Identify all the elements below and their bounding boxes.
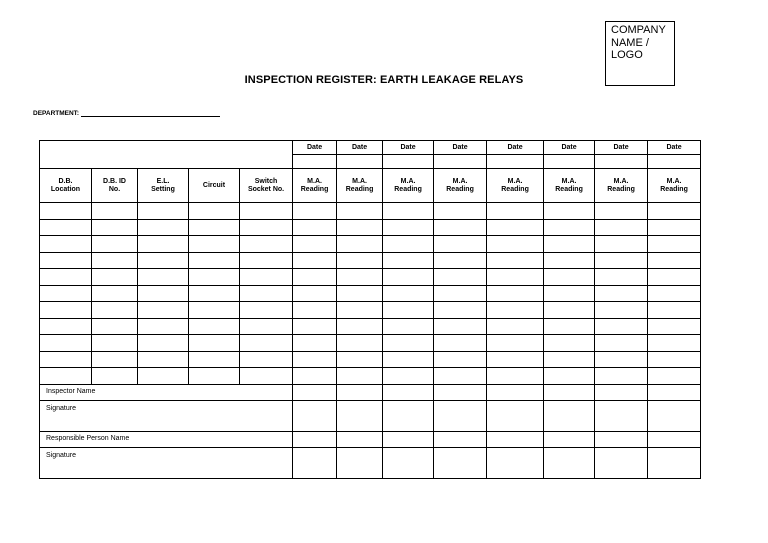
entry-cell[interactable] bbox=[40, 269, 92, 286]
entry-cell[interactable] bbox=[544, 203, 595, 220]
entry-cell[interactable] bbox=[40, 236, 92, 253]
responsible-signature-cell[interactable] bbox=[337, 447, 383, 478]
inspector-signature-cell[interactable] bbox=[293, 400, 337, 431]
date-header-6: Date bbox=[544, 141, 595, 155]
responsible-signature-row bbox=[40, 447, 701, 478]
inspector-signature-cell[interactable] bbox=[595, 400, 648, 431]
entry-cell[interactable] bbox=[40, 219, 92, 236]
entry-cell[interactable] bbox=[189, 269, 240, 286]
entry-cell[interactable] bbox=[293, 219, 337, 236]
entry-cell[interactable] bbox=[434, 219, 487, 236]
entry-cell[interactable] bbox=[487, 302, 544, 319]
header-text: M.A. bbox=[507, 177, 523, 185]
inspector-signature-label: Signature bbox=[40, 400, 293, 431]
entry-cell[interactable] bbox=[92, 302, 138, 319]
table-row bbox=[40, 318, 701, 335]
entry-cell[interactable] bbox=[138, 236, 189, 253]
inspector-name-label: Inspector Name bbox=[40, 384, 293, 400]
entry-cell[interactable] bbox=[595, 269, 648, 286]
inspector-signature-cell[interactable] bbox=[337, 400, 383, 431]
entry-cell[interactable] bbox=[648, 318, 701, 335]
entry-cell[interactable] bbox=[189, 368, 240, 385]
date-header-3: Date bbox=[383, 141, 434, 155]
entry-cell[interactable] bbox=[240, 368, 293, 385]
entry-cell[interactable] bbox=[383, 335, 434, 352]
entry-cell[interactable] bbox=[383, 368, 434, 385]
entry-cell[interactable] bbox=[383, 252, 434, 269]
entry-cell[interactable] bbox=[138, 285, 189, 302]
entry-cell[interactable] bbox=[293, 318, 337, 335]
entry-cell[interactable] bbox=[40, 335, 92, 352]
entry-cell[interactable] bbox=[648, 351, 701, 368]
entry-cell[interactable] bbox=[240, 203, 293, 220]
entry-cell[interactable] bbox=[293, 351, 337, 368]
ma-reading-header-4 bbox=[434, 169, 487, 203]
entry-cell[interactable] bbox=[487, 285, 544, 302]
entry-cell[interactable] bbox=[337, 318, 383, 335]
entry-cell[interactable] bbox=[138, 203, 189, 220]
date-header-7: Date bbox=[595, 141, 648, 155]
entry-cell[interactable] bbox=[40, 285, 92, 302]
entry-cell[interactable] bbox=[337, 368, 383, 385]
header-text: M.A. bbox=[613, 177, 629, 185]
entry-cell[interactable] bbox=[383, 236, 434, 253]
entry-cell[interactable] bbox=[544, 269, 595, 286]
entry-cell[interactable] bbox=[595, 302, 648, 319]
entry-cell[interactable] bbox=[337, 302, 383, 319]
inspection-register-table bbox=[39, 140, 701, 479]
entry-cell[interactable] bbox=[648, 236, 701, 253]
entry-cell[interactable] bbox=[337, 219, 383, 236]
entry-cell[interactable] bbox=[40, 318, 92, 335]
header-text: M.A. bbox=[561, 177, 577, 185]
entry-cell[interactable] bbox=[648, 219, 701, 236]
entry-cell[interactable] bbox=[487, 236, 544, 253]
entry-cell[interactable] bbox=[544, 252, 595, 269]
page-title: INSPECTION REGISTER: EARTH LEAKAGE RELAYS bbox=[244, 74, 524, 86]
table-row bbox=[40, 368, 701, 385]
inspector-signature-row bbox=[40, 400, 701, 431]
date-entry-cell-3[interactable] bbox=[383, 155, 434, 169]
responsible-signature-label: Signature bbox=[40, 447, 293, 478]
date-header-4: Date bbox=[434, 141, 487, 155]
table-row bbox=[40, 302, 701, 319]
db-location-header bbox=[40, 169, 92, 203]
entry-cell[interactable] bbox=[240, 236, 293, 253]
header-text: Reading bbox=[555, 185, 583, 193]
entry-cell[interactable] bbox=[293, 236, 337, 253]
entry-cell[interactable] bbox=[337, 285, 383, 302]
responsible-signature-cell[interactable] bbox=[648, 447, 701, 478]
header-blank-cell bbox=[40, 141, 293, 169]
entry-cell[interactable] bbox=[544, 335, 595, 352]
entry-cell[interactable] bbox=[92, 335, 138, 352]
header-text: M.A. bbox=[666, 177, 682, 185]
entry-cell[interactable] bbox=[92, 252, 138, 269]
entry-cell[interactable] bbox=[92, 203, 138, 220]
responsible-signature-cell[interactable] bbox=[434, 447, 487, 478]
entry-cell[interactable] bbox=[138, 368, 189, 385]
entry-cell[interactable] bbox=[544, 285, 595, 302]
entry-cell[interactable] bbox=[189, 252, 240, 269]
ma-reading-header-8 bbox=[648, 169, 701, 203]
el-setting-header bbox=[138, 169, 189, 203]
date-entry-cell-5[interactable] bbox=[487, 155, 544, 169]
department-field bbox=[33, 110, 220, 117]
table-row bbox=[40, 236, 701, 253]
entry-cell[interactable] bbox=[240, 252, 293, 269]
entry-cell[interactable] bbox=[337, 236, 383, 253]
entry-cell[interactable] bbox=[383, 285, 434, 302]
entry-cell[interactable] bbox=[434, 252, 487, 269]
entry-cell[interactable] bbox=[595, 203, 648, 220]
inspector-name-cell[interactable] bbox=[434, 384, 487, 400]
entry-cell[interactable] bbox=[383, 318, 434, 335]
entry-cell[interactable] bbox=[40, 368, 92, 385]
entry-cell[interactable] bbox=[595, 368, 648, 385]
header-text: Reading bbox=[607, 185, 635, 193]
inspector-signature-cell[interactable] bbox=[648, 400, 701, 431]
entry-cell[interactable] bbox=[383, 219, 434, 236]
header-text: Reading bbox=[300, 185, 329, 193]
circuit-header bbox=[189, 169, 240, 203]
entry-cell[interactable] bbox=[487, 203, 544, 220]
db-id-header bbox=[92, 169, 138, 203]
inspector-name-cell[interactable] bbox=[544, 384, 595, 400]
inspector-name-row bbox=[40, 384, 701, 400]
ma-reading-header-6 bbox=[544, 169, 595, 203]
entry-cell[interactable] bbox=[293, 252, 337, 269]
entry-cell[interactable] bbox=[544, 318, 595, 335]
entry-cell[interactable] bbox=[595, 236, 648, 253]
responsible-person-name-cell[interactable] bbox=[648, 431, 701, 447]
switch-socket-header bbox=[240, 169, 293, 203]
entry-cell[interactable] bbox=[544, 351, 595, 368]
entry-cell[interactable] bbox=[189, 302, 240, 319]
inspector-name-cell[interactable] bbox=[383, 384, 434, 400]
table-row bbox=[40, 335, 701, 352]
table-row bbox=[40, 203, 701, 220]
entry-cell[interactable] bbox=[138, 219, 189, 236]
entry-cell[interactable] bbox=[487, 368, 544, 385]
entry-cell[interactable] bbox=[92, 236, 138, 253]
entry-cell[interactable] bbox=[434, 269, 487, 286]
date-label-row bbox=[40, 141, 701, 155]
entry-cell[interactable] bbox=[487, 335, 544, 352]
entry-cell[interactable] bbox=[434, 236, 487, 253]
entry-cell[interactable] bbox=[434, 203, 487, 220]
entry-cell[interactable] bbox=[595, 285, 648, 302]
entry-cell[interactable] bbox=[138, 335, 189, 352]
ma-reading-header-5 bbox=[487, 169, 544, 203]
entry-cell[interactable] bbox=[240, 335, 293, 352]
inspector-name-cell[interactable] bbox=[487, 384, 544, 400]
header-text: E.L. bbox=[156, 177, 170, 185]
responsible-person-name-cell[interactable] bbox=[383, 431, 434, 447]
entry-cell[interactable] bbox=[189, 203, 240, 220]
logo-line-1: COMPANY bbox=[611, 24, 666, 36]
entry-cell[interactable] bbox=[189, 335, 240, 352]
entry-cell[interactable] bbox=[92, 318, 138, 335]
entry-cell[interactable] bbox=[648, 252, 701, 269]
entry-cell[interactable] bbox=[648, 269, 701, 286]
department-label: DEPARTMENT: bbox=[33, 110, 80, 117]
entry-cell[interactable] bbox=[40, 351, 92, 368]
entry-cell[interactable] bbox=[648, 368, 701, 385]
ma-reading-header-3 bbox=[383, 169, 434, 203]
entry-cell[interactable] bbox=[544, 219, 595, 236]
entry-cell[interactable] bbox=[189, 236, 240, 253]
header-text: Reading bbox=[345, 185, 374, 193]
responsible-person-name-row bbox=[40, 431, 701, 447]
date-entry-cell-4[interactable] bbox=[434, 155, 487, 169]
entry-cell[interactable] bbox=[648, 302, 701, 319]
entry-cell[interactable] bbox=[487, 219, 544, 236]
entry-cell[interactable] bbox=[383, 269, 434, 286]
header-text: M.A. bbox=[452, 177, 468, 185]
entry-cell[interactable] bbox=[648, 335, 701, 352]
entry-cell[interactable] bbox=[138, 252, 189, 269]
table-row bbox=[40, 351, 701, 368]
date-header-2: Date bbox=[337, 141, 383, 155]
entry-cell[interactable] bbox=[293, 302, 337, 319]
header-text: M.A. bbox=[307, 177, 322, 185]
entry-cell[interactable] bbox=[487, 252, 544, 269]
inspector-signature-cell[interactable] bbox=[487, 400, 544, 431]
header-text: Reading bbox=[501, 185, 529, 193]
entry-cell[interactable] bbox=[595, 335, 648, 352]
responsible-signature-cell[interactable] bbox=[595, 447, 648, 478]
entry-cell[interactable] bbox=[138, 302, 189, 319]
entry-cell[interactable] bbox=[92, 269, 138, 286]
entry-cell[interactable] bbox=[40, 252, 92, 269]
date-entry-cell-6[interactable] bbox=[544, 155, 595, 169]
entry-cell[interactable] bbox=[595, 351, 648, 368]
header-text: Reading bbox=[660, 185, 688, 193]
entry-cell[interactable] bbox=[337, 203, 383, 220]
responsible-person-name-cell[interactable] bbox=[434, 431, 487, 447]
entry-cell[interactable] bbox=[434, 318, 487, 335]
inspector-name-cell[interactable] bbox=[337, 384, 383, 400]
entry-cell[interactable] bbox=[595, 219, 648, 236]
entry-cell[interactable] bbox=[383, 302, 434, 319]
ma-reading-header-1 bbox=[293, 169, 337, 203]
responsible-signature-cell[interactable] bbox=[544, 447, 595, 478]
inspector-name-cell[interactable] bbox=[648, 384, 701, 400]
entry-cell[interactable] bbox=[138, 269, 189, 286]
entry-cell[interactable] bbox=[240, 285, 293, 302]
header-text: Socket No. bbox=[247, 185, 285, 193]
entry-cell[interactable] bbox=[240, 302, 293, 319]
responsible-person-name-cell[interactable] bbox=[595, 431, 648, 447]
entry-cell[interactable] bbox=[189, 318, 240, 335]
entry-cell[interactable] bbox=[434, 335, 487, 352]
responsible-person-name-label: Responsible Person Name bbox=[40, 431, 293, 447]
date-header-8: Date bbox=[648, 141, 701, 155]
entry-cell[interactable] bbox=[434, 351, 487, 368]
entry-cell[interactable] bbox=[293, 368, 337, 385]
header-text: Location bbox=[50, 185, 81, 193]
entry-cell[interactable] bbox=[92, 368, 138, 385]
header-text: D.B. bbox=[58, 177, 73, 185]
date-entry-cell-7[interactable] bbox=[595, 155, 648, 169]
inspector-signature-cell[interactable] bbox=[544, 400, 595, 431]
entry-cell[interactable] bbox=[487, 318, 544, 335]
entry-cell[interactable] bbox=[240, 318, 293, 335]
entry-cell[interactable] bbox=[293, 203, 337, 220]
entry-cell[interactable] bbox=[189, 285, 240, 302]
entry-cell[interactable] bbox=[544, 236, 595, 253]
header-text: M.A. bbox=[400, 177, 416, 185]
table-row bbox=[40, 269, 701, 286]
entry-cell[interactable] bbox=[383, 203, 434, 220]
entry-cell[interactable] bbox=[544, 368, 595, 385]
entry-cell[interactable] bbox=[240, 351, 293, 368]
entry-cell[interactable] bbox=[434, 368, 487, 385]
table-row bbox=[40, 285, 701, 302]
date-header-5: Date bbox=[487, 141, 544, 155]
entry-cell[interactable] bbox=[544, 302, 595, 319]
entry-cell[interactable] bbox=[293, 269, 337, 286]
entry-cell[interactable] bbox=[434, 285, 487, 302]
ma-reading-header-2 bbox=[337, 169, 383, 203]
entry-cell[interactable] bbox=[92, 351, 138, 368]
entry-cell[interactable] bbox=[92, 219, 138, 236]
department-blank-line[interactable] bbox=[81, 110, 220, 117]
entry-cell[interactable] bbox=[648, 203, 701, 220]
table-row bbox=[40, 219, 701, 236]
date-entry-cell-2[interactable] bbox=[337, 155, 383, 169]
header-text: Setting bbox=[151, 185, 175, 193]
table-row bbox=[40, 252, 701, 269]
date-entry-cell-1[interactable] bbox=[293, 155, 337, 169]
entry-cell[interactable] bbox=[92, 285, 138, 302]
entry-cell[interactable] bbox=[337, 252, 383, 269]
entry-cell[interactable] bbox=[487, 269, 544, 286]
logo-line-2: NAME / bbox=[611, 36, 649, 49]
entry-cell[interactable] bbox=[337, 351, 383, 368]
responsible-signature-cell[interactable] bbox=[383, 447, 434, 478]
entry-cell[interactable] bbox=[337, 335, 383, 352]
header-text: Reading bbox=[394, 185, 422, 193]
responsible-signature-cell[interactable] bbox=[487, 447, 544, 478]
entry-cell[interactable] bbox=[293, 285, 337, 302]
entry-cell[interactable] bbox=[487, 351, 544, 368]
entry-cell[interactable] bbox=[240, 269, 293, 286]
header-text: D.B. ID bbox=[103, 177, 126, 185]
responsible-person-name-cell[interactable] bbox=[487, 431, 544, 447]
entry-cell[interactable] bbox=[337, 269, 383, 286]
entry-cell[interactable] bbox=[40, 203, 92, 220]
entry-cell[interactable] bbox=[189, 351, 240, 368]
responsible-person-name-cell[interactable] bbox=[337, 431, 383, 447]
header-text: Switch bbox=[254, 177, 278, 185]
date-entry-cell-8[interactable] bbox=[648, 155, 701, 169]
entry-cell[interactable] bbox=[383, 351, 434, 368]
inspector-name-cell[interactable] bbox=[293, 384, 337, 400]
entry-cell[interactable] bbox=[434, 302, 487, 319]
entry-cell[interactable] bbox=[595, 318, 648, 335]
entry-cell[interactable] bbox=[648, 285, 701, 302]
entry-cell[interactable] bbox=[138, 318, 189, 335]
entry-cell[interactable] bbox=[40, 302, 92, 319]
header-text: Circuit bbox=[202, 181, 226, 189]
entry-cell[interactable] bbox=[240, 219, 293, 236]
header-text: Reading bbox=[446, 185, 474, 193]
responsible-person-name-cell[interactable] bbox=[293, 431, 337, 447]
entry-cell[interactable] bbox=[293, 335, 337, 352]
header-text: No. bbox=[108, 185, 121, 193]
inspector-signature-cell[interactable] bbox=[383, 400, 434, 431]
entry-cell[interactable] bbox=[189, 219, 240, 236]
logo-line-3: LOGO bbox=[611, 49, 643, 61]
inspector-signature-cell[interactable] bbox=[434, 400, 487, 431]
ma-reading-header-7 bbox=[595, 169, 648, 203]
entry-cell[interactable] bbox=[595, 252, 648, 269]
column-header-row bbox=[40, 169, 701, 203]
inspector-name-cell[interactable] bbox=[595, 384, 648, 400]
responsible-signature-cell[interactable] bbox=[293, 447, 337, 478]
header-text: M.A. bbox=[352, 177, 367, 185]
entry-cell[interactable] bbox=[138, 351, 189, 368]
date-header-1: Date bbox=[293, 141, 337, 155]
responsible-person-name-cell[interactable] bbox=[544, 431, 595, 447]
